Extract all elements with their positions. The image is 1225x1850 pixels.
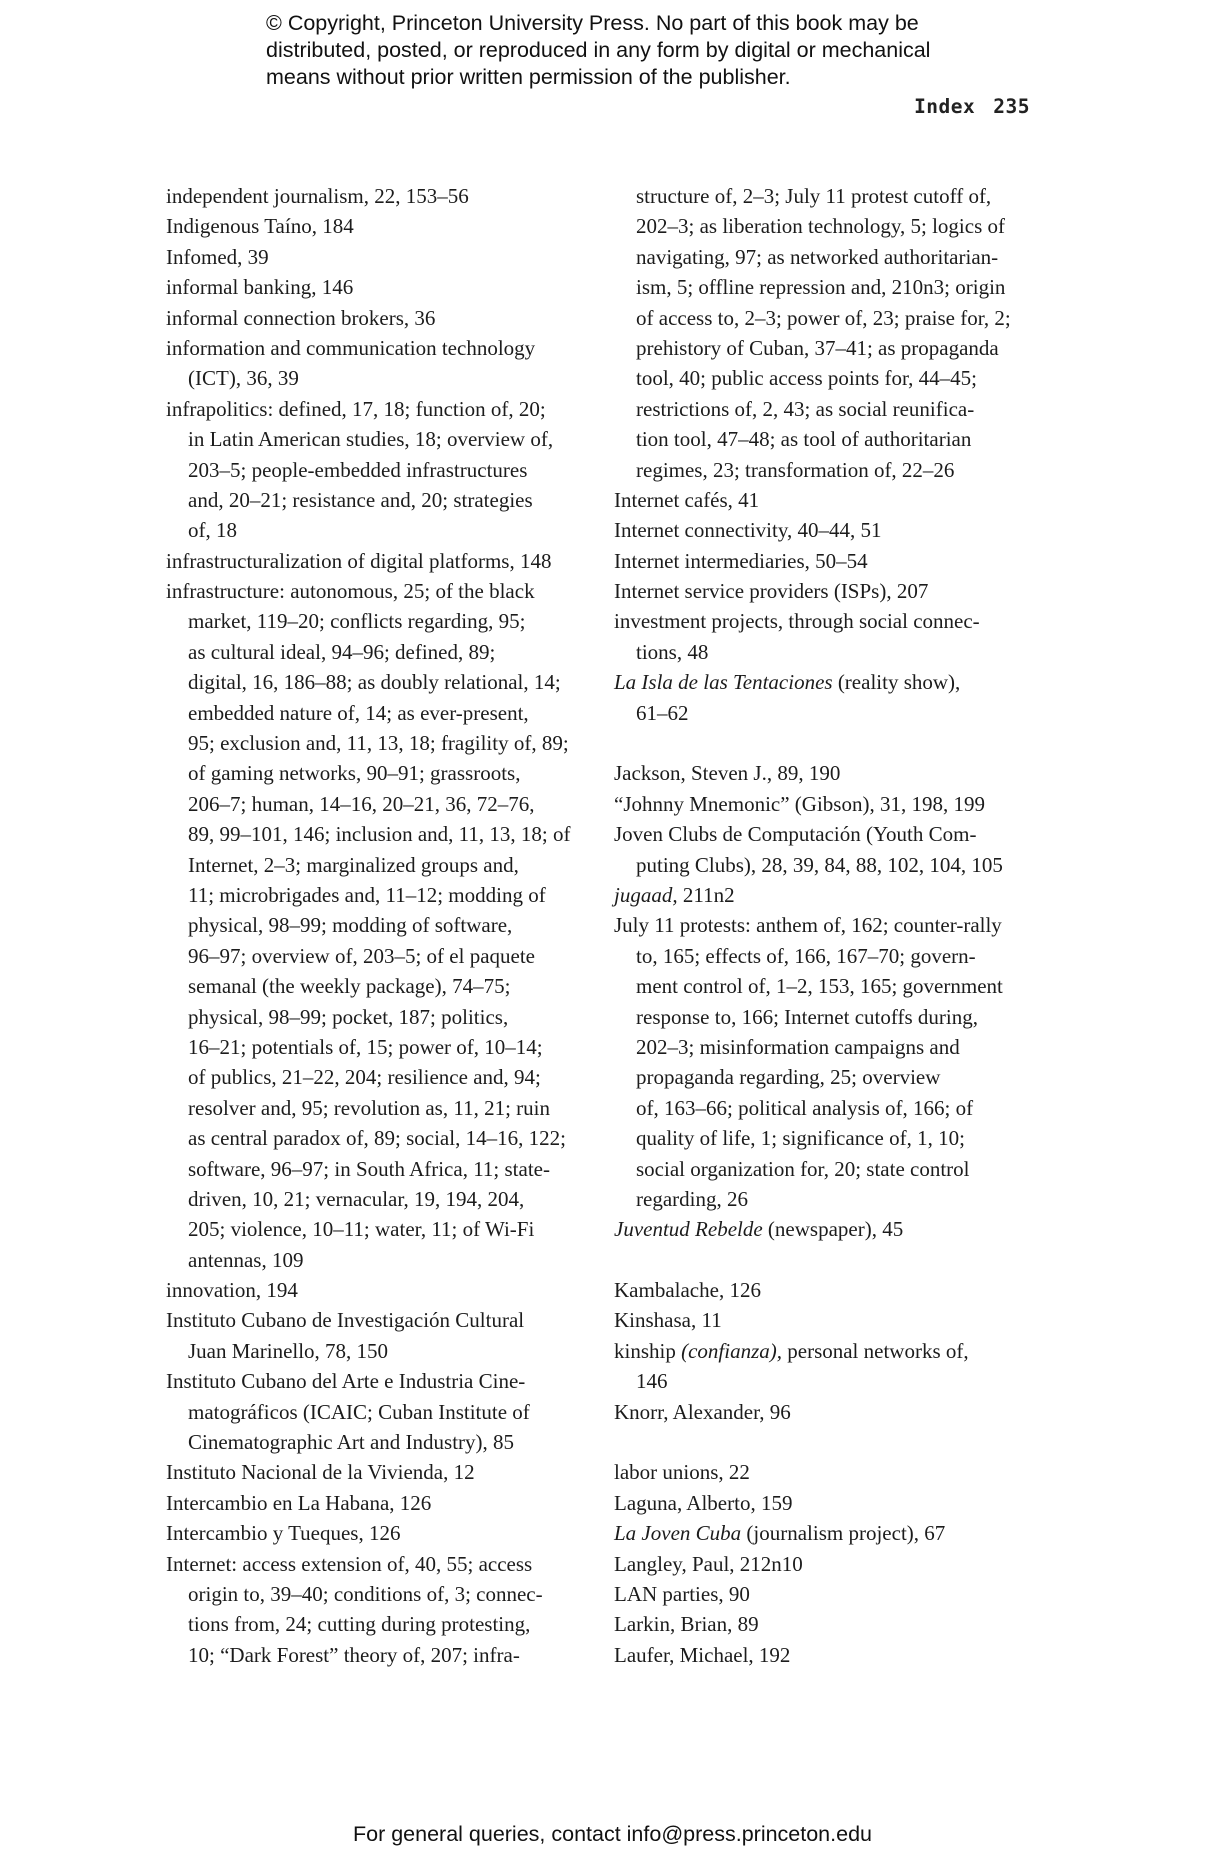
index-line [614,1093,1044,1123]
index-text: tions from, 24; cutting during protesting, [188,1612,531,1637]
index-line [166,363,586,393]
index-text: Internet connectivity, 40–44, 51 [614,518,882,543]
index-line [614,1062,1044,1092]
index-line [614,1609,1044,1639]
index-text: propaganda regarding, 25; overview [636,1065,941,1090]
index-line [166,728,586,758]
index-text: of, 18 [188,518,237,543]
index-line [614,333,1044,363]
index-line [614,1488,1044,1518]
index-line [614,698,1044,728]
index-line [166,1184,586,1214]
index-text: independent journalism, 22, 153–56 [166,184,469,208]
index-text: (ICT), 36, 39 [188,366,299,391]
index-line [614,1184,1044,1214]
index-line [166,1488,586,1518]
index-line [166,303,586,333]
index-text: Cinematographic Art and Industry), 85 [188,1430,515,1455]
index-line [166,971,586,1001]
index-line [166,211,586,241]
index-text: innovation, 194 [166,1278,298,1303]
index-line [166,272,586,302]
index-line [614,1275,1044,1305]
index-text: Intercambio y Tueques, 126 [166,1521,401,1546]
index-line [614,1214,1044,1244]
index-line [166,1245,586,1275]
index-line [614,1305,1044,1335]
index-line [166,1397,586,1427]
index-text: Instituto Cubano de Investigación Cultural [166,1308,525,1333]
index-line [614,394,1044,424]
index-line [166,1123,586,1153]
index-line [166,1002,586,1032]
index-text: of gaming networks, 90–91; grassroots, [188,761,521,786]
index-text: ment control of, 1–2, 153, 165; government [636,974,1003,999]
index-italic-text: (confianza), [681,1338,782,1363]
index-text: restrictions of, 2, 43; as social reunifica- [636,396,975,421]
index-text: 16–21; potentials of, 15; power of, 10–14; [188,1034,543,1059]
index-text: 89, 99–101, 146; inclusion and, 11, 13, 18; of [188,822,571,847]
index-text: infrastructure: autonomous, 25; of the black [166,579,535,604]
index-text: (journalism project), 67 [741,1521,946,1546]
index-text: social organization for, 20; state control [636,1156,970,1181]
index-column-left [166,181,586,1670]
index-text: information and communication technology [166,335,536,360]
index-line [166,1032,586,1062]
index-text: Knorr, Alexander, 96 [614,1399,791,1424]
index-line [614,546,1044,576]
index-line [166,941,586,971]
index-line [614,576,1044,606]
copyright-notice [266,10,1026,91]
index-line [614,181,1044,211]
index-text: to, 165; effects of, 166, 167–70; govern- [636,943,976,968]
index-text: Internet cafés, 41 [614,487,760,512]
index-text: origin to, 39–40; conditions of, 3; connec- [188,1581,543,1606]
page-number: 235 [993,95,1030,118]
index-line [166,1427,586,1457]
index-text: resolver and, 95; revolution as, 11, 21; ruin [188,1095,550,1120]
index-line [166,606,586,636]
index-text: market, 119–20; conflicts regarding, 95; [188,609,526,634]
index-line [166,880,586,910]
index-line [614,606,1044,636]
index-spacer [614,728,1044,758]
index-text: physical, 98–99; pocket, 187; politics, [188,1004,509,1029]
index-text: Internet service providers (ISPs), 207 [614,579,929,604]
copyright-line: means without prior written permission of the publisher. [266,65,791,89]
index-text: digital, 16, 186–88; as doubly relational, 14; [188,670,561,695]
index-text: kinship [614,1338,682,1363]
index-line [614,667,1044,697]
index-italic-text: jugaad, [614,882,678,907]
index-spacer [614,1427,1044,1457]
index-column-right [614,181,1044,1670]
index-line [166,1336,586,1366]
index-text: Joven Clubs de Computación (Youth Com- [614,822,977,847]
index-text: embedded nature of, 14; as ever-present, [188,700,529,725]
index-line [614,819,1044,849]
index-text: tions, 48 [636,639,709,664]
index-text: LAN parties, 90 [614,1581,750,1606]
index-text: software, 96–97; in South Africa, 11; state- [188,1156,550,1181]
index-line [166,1366,586,1396]
index-text: 205; violence, 10–11; water, 11; of Wi-Fi [188,1217,535,1242]
index-line [166,910,586,940]
index-text: Kinshasa, 11 [614,1308,722,1333]
index-text: Jackson, Steven J., 89, 190 [614,761,841,786]
index-line [614,1579,1044,1609]
index-line [166,1305,586,1335]
index-text: 10; “Dark Forest” theory of, 207; infra- [188,1642,520,1667]
index-line [614,424,1044,454]
index-line [614,1123,1044,1153]
index-line [166,819,586,849]
index-text: Larkin, Brian, 89 [614,1612,759,1637]
index-line [166,1518,586,1548]
index-line [614,1002,1044,1032]
index-text: antennas, 109 [188,1247,304,1272]
index-line [614,637,1044,667]
index-line [166,1154,586,1184]
copyright-line: © Copyright, Princeton University Press. No part of this book may be [266,11,919,35]
index-text: Laufer, Michael, 192 [614,1642,791,1667]
index-line [614,758,1044,788]
index-line [166,242,586,272]
index-text: informal banking, 146 [166,275,354,300]
index-text: 146 [636,1369,668,1394]
index-line [166,1275,586,1305]
running-head-title: Index [914,95,976,118]
index-line [166,1214,586,1244]
index-text: of, 163–66; political analysis of, 166; of [636,1095,974,1120]
index-line [614,1397,1044,1427]
index-text: 202–3; as liberation technology, 5; logics of [636,214,1005,239]
index-text: tool, 40; public access points for, 44–45; [636,366,977,391]
index-line [614,971,1044,1001]
index-line [166,394,586,424]
index-text: 206–7; human, 14–16, 20–21, 36, 72–76, [188,791,535,816]
index-italic-text: Juventud Rebelde [614,1217,763,1242]
index-text: Internet: access extension of, 40, 55; access [166,1551,533,1576]
index-line [614,455,1044,485]
index-text: 203–5; people-embedded infrastructures [188,457,528,482]
footer-contact: For general queries, contact info@press.princeton.edu [352,1822,872,1846]
index-text: 202–3; misinformation campaigns and [636,1034,960,1059]
copyright-line: distributed, posted, or reproduced in any form by digital or mechanical [266,38,931,62]
index-line [166,1579,586,1609]
index-line [614,941,1044,971]
index-line [614,242,1044,272]
index-text: and, 20–21; resistance and, 20; strategies [188,487,533,512]
index-line [614,1336,1044,1366]
index-text: Laguna, Alberto, 159 [614,1490,793,1515]
index-line [166,758,586,788]
index-text: Kambalache, 126 [614,1278,761,1303]
index-text: informal connection brokers, 36 [166,305,436,330]
index-text: ism, 5; offline repression and, 210n3; origin [636,275,1006,300]
index-line [166,1609,586,1639]
index-text: 211n2 [677,882,735,907]
index-line [166,1549,586,1579]
index-text: structure of, 2–3; July 11 protest cutoff of, [636,184,992,208]
index-text: Indigenous Taíno, 184 [166,214,354,239]
index-text: Intercambio en La Habana, 126 [166,1490,432,1515]
index-line [166,1640,586,1670]
index-text: of publics, 21–22, 204; resilience and, 94; [188,1065,541,1090]
index-line [166,455,586,485]
index-line [166,546,586,576]
index-line [614,272,1044,302]
index-text: Infomed, 39 [166,244,269,269]
index-line [614,910,1044,940]
index-line [166,1093,586,1123]
index-line [614,515,1044,545]
index-spacer [614,1245,1044,1275]
index-line [614,850,1044,880]
index-italic-text: La Joven Cuba [614,1521,742,1546]
index-text: 96–97; overview of, 203–5; of el paquete [188,943,535,968]
index-line [166,698,586,728]
index-line [614,1366,1044,1396]
index-italic-text: La Isla de las Tentaciones [614,670,833,695]
index-line [166,850,586,880]
index-line [614,1154,1044,1184]
index-line [614,1032,1044,1062]
index-line [614,1518,1044,1548]
index-line [166,667,586,697]
index-text: of access to, 2–3; power of, 23; praise for, 2; [636,305,1011,330]
index-text: response to, 166; Internet cutoffs during, [636,1004,978,1029]
index-line [614,303,1044,333]
index-text: Instituto Nacional de la Vivienda, 12 [166,1460,475,1485]
index-text: infrastructuralization of digital platforms, 148 [166,548,552,573]
index-text: Internet, 2–3; marginalized groups and, [188,852,519,877]
index-text: regarding, 26 [636,1186,748,1211]
index-text: prehistory of Cuban, 37–41; as propaganda [636,335,999,360]
index-text: driven, 10, 21; vernacular, 19, 194, 204, [188,1186,525,1211]
index-text: labor unions, 22 [614,1460,750,1485]
index-line [614,1549,1044,1579]
index-line [166,1062,586,1092]
index-line [166,576,586,606]
index-line [614,485,1044,515]
index-text: “Johnny Mnemonic” (Gibson), 31, 198, 199 [614,791,985,816]
index-text: 11; microbrigades and, 11–12; modding of [188,882,546,907]
index-text: personal networks of, [782,1338,969,1363]
index-text: Internet intermediaries, 50–54 [614,548,868,573]
index-text: (reality show), [832,670,961,695]
index-text: navigating, 97; as networked authoritarian- [636,244,999,269]
index-text: physical, 98–99; modding of software, [188,913,513,938]
index-text: July 11 protests: anthem of, 162; counter-rally [614,913,1002,938]
index-text: 61–62 [636,700,689,725]
index-text: infrapolitics: defined, 17, 18; function of, 20; [166,396,546,421]
index-text: Langley, Paul, 212n10 [614,1551,803,1576]
index-text: investment projects, through social connec- [614,609,980,634]
index-line [614,880,1044,910]
index-text: as cultural ideal, 94–96; defined, 89; [188,639,496,664]
index-text: in Latin American studies, 18; overview of, [188,427,554,452]
index-text: quality of life, 1; significance of, 1, 10; [636,1126,965,1151]
index-line [614,1457,1044,1487]
index-line [166,1457,586,1487]
index-line [166,181,586,211]
index-line [166,485,586,515]
index-line [614,211,1044,241]
index-text: matográficos (ICAIC; Cuban Institute of [188,1399,530,1424]
running-head [914,95,1030,118]
index-line [614,789,1044,819]
index-text: semanal (the weekly package), 74–75; [188,974,511,999]
index-text: as central paradox of, 89; social, 14–16, 122; [188,1126,566,1151]
index-line [166,333,586,363]
index-line [166,424,586,454]
index-text: Juan Marinello, 78, 150 [188,1338,389,1363]
index-line [166,637,586,667]
index-line [166,789,586,819]
index-line [614,1640,1044,1670]
index-text: Instituto Cubano del Arte e Industria Cine- [166,1369,526,1394]
index-text: regimes, 23; transformation of, 22–26 [636,457,955,482]
index-line [614,363,1044,393]
index-text: 95; exclusion and, 11, 13, 18; fragility of, 89; [188,731,569,756]
index-text: tion tool, 47–48; as tool of authoritarian [636,427,972,452]
index-text: puting Clubs), 28, 39, 84, 88, 102, 104, 105 [636,852,1003,877]
index-text: (newspaper), 45 [762,1217,904,1242]
index-line [166,515,586,545]
